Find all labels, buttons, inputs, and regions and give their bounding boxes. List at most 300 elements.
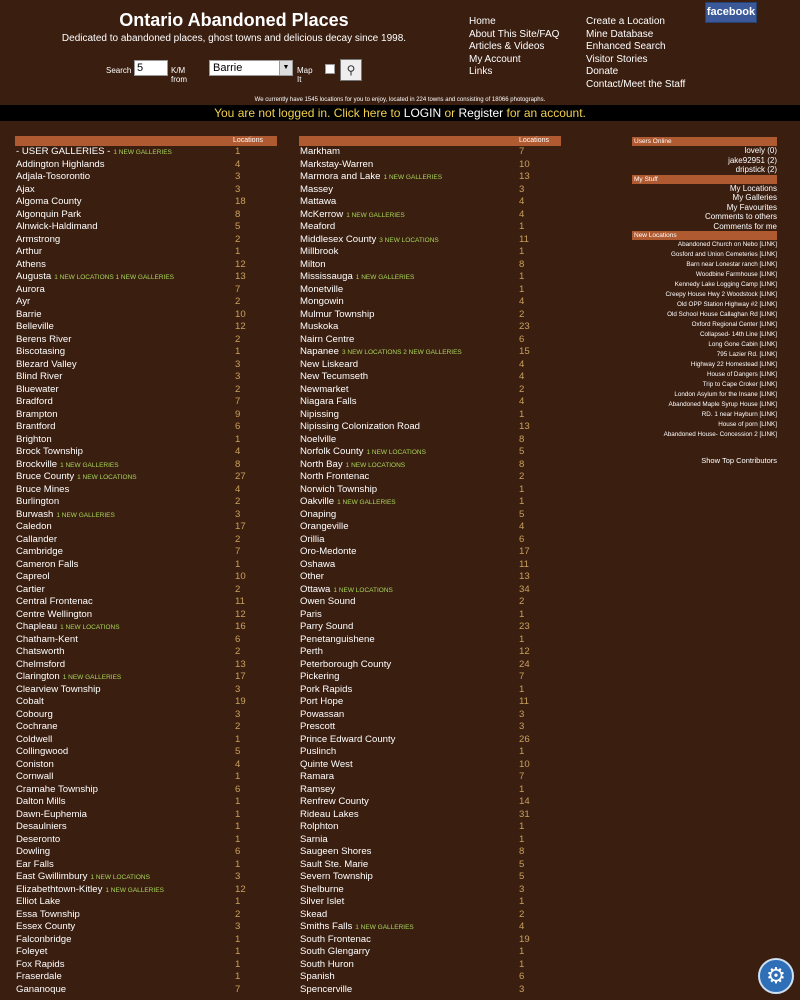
new-location-link[interactable]: [LINK] — [759, 431, 777, 438]
online-user[interactable]: dripstick (2) — [735, 165, 777, 174]
town-name[interactable] — [16, 259, 46, 272]
town-name[interactable] — [16, 759, 54, 772]
online-user[interactable]: jake92951 (2) — [728, 155, 777, 165]
town-name[interactable] — [16, 684, 101, 697]
town-name[interactable] — [16, 384, 59, 397]
town-row[interactable] — [299, 721, 561, 734]
show-top-contributors-link[interactable]: Show Top Contributors — [701, 456, 777, 465]
town-name[interactable] — [16, 746, 68, 759]
town-name[interactable] — [300, 771, 334, 784]
town-row[interactable] — [299, 784, 561, 797]
new-location-link[interactable]: [LINK] — [759, 421, 777, 428]
town-name[interactable] — [16, 796, 66, 809]
town-name[interactable] — [16, 709, 53, 722]
town-row[interactable] — [299, 696, 561, 709]
town-row[interactable] — [15, 184, 277, 197]
town-row[interactable] — [299, 771, 561, 784]
nav-link[interactable]: About This Site/FAQ — [469, 28, 560, 40]
town-name[interactable] — [300, 371, 368, 384]
town-row[interactable] — [299, 296, 561, 309]
town-row[interactable] — [299, 484, 561, 497]
new-location-link[interactable]: [LINK] — [759, 291, 777, 298]
town-name[interactable] — [300, 546, 357, 559]
town-row[interactable] — [15, 421, 277, 434]
town-name[interactable] — [16, 921, 75, 934]
town-row[interactable] — [15, 396, 277, 409]
town-name[interactable] — [300, 946, 370, 959]
town-row[interactable] — [15, 834, 277, 847]
town-row[interactable] — [299, 671, 561, 684]
new-location-link[interactable]: [LINK] — [759, 361, 777, 368]
my-stuff-link[interactable]: My Locations — [729, 183, 777, 193]
new-location-link[interactable]: [LINK] — [759, 331, 777, 338]
town-row[interactable] — [299, 196, 561, 209]
town-row[interactable] — [299, 946, 561, 959]
facebook-button[interactable]: facebook — [705, 2, 757, 23]
town-name[interactable] — [16, 896, 60, 909]
town-row[interactable] — [299, 709, 561, 722]
town-row[interactable] — [299, 171, 561, 184]
town-row[interactable] — [299, 471, 561, 484]
town-row[interactable] — [15, 521, 277, 534]
town-row[interactable] — [15, 446, 277, 459]
town-name[interactable] — [16, 984, 66, 997]
town-name[interactable] — [300, 984, 352, 997]
town-name[interactable] — [16, 471, 137, 485]
town-row[interactable] — [299, 221, 561, 234]
town-row[interactable] — [15, 671, 277, 684]
town-row[interactable] — [299, 821, 561, 834]
town-row[interactable] — [15, 371, 277, 384]
town-name[interactable] — [16, 621, 120, 635]
nav-link[interactable]: Donate — [586, 66, 619, 78]
town-name[interactable] — [16, 884, 164, 898]
town-row[interactable] — [15, 471, 277, 484]
map-it-checkbox[interactable] — [325, 64, 335, 74]
town-name[interactable] — [16, 234, 60, 247]
town-row[interactable] — [15, 384, 277, 397]
town-row[interactable] — [299, 284, 561, 297]
town-row[interactable] — [299, 271, 561, 284]
town-name[interactable] — [300, 484, 377, 497]
town-name[interactable] — [16, 946, 47, 959]
town-name[interactable] — [16, 859, 54, 872]
town-name[interactable] — [300, 684, 352, 697]
town-name[interactable] — [300, 159, 373, 172]
town-name[interactable] — [300, 434, 336, 447]
town-row[interactable] — [299, 834, 561, 847]
town-name[interactable] — [16, 821, 67, 834]
town-name[interactable] — [16, 734, 52, 747]
town-row[interactable] — [15, 771, 277, 784]
town-row[interactable] — [299, 246, 561, 259]
town-name[interactable] — [300, 396, 357, 409]
town-row[interactable] — [15, 809, 277, 822]
town-name[interactable] — [300, 184, 333, 197]
town-row[interactable] — [299, 896, 561, 909]
town-name[interactable] — [300, 321, 338, 334]
town-row[interactable] — [15, 621, 277, 634]
nav-link[interactable]: Contact/Meet the Staff — [586, 78, 686, 90]
town-row[interactable] — [15, 459, 277, 472]
town-name[interactable] — [300, 846, 371, 859]
town-name[interactable] — [16, 909, 80, 922]
town-row[interactable] — [299, 259, 561, 272]
town-row[interactable] — [299, 921, 561, 934]
town-name[interactable] — [300, 534, 325, 547]
register-link[interactable]: Register — [458, 106, 504, 120]
town-name[interactable] — [300, 421, 420, 434]
town-row[interactable] — [299, 446, 561, 459]
town-row[interactable] — [299, 571, 561, 584]
town-row[interactable] — [15, 759, 277, 772]
town-name[interactable] — [16, 846, 50, 859]
town-row[interactable] — [299, 871, 561, 884]
nav-link[interactable]: Create a Location — [586, 16, 665, 27]
settings-gear-icon[interactable]: ⚙ — [758, 958, 794, 994]
town-name[interactable] — [16, 396, 53, 409]
town-row[interactable] — [299, 384, 561, 397]
town-row[interactable] — [15, 684, 277, 697]
town-name[interactable] — [16, 871, 150, 885]
new-location-link[interactable]: [LINK] — [759, 401, 777, 408]
town-name[interactable] — [300, 784, 335, 797]
town-row[interactable] — [15, 659, 277, 672]
town-name[interactable] — [16, 321, 54, 334]
town-name[interactable] — [16, 696, 44, 709]
nav-link[interactable]: My Account — [469, 53, 521, 65]
town-name[interactable] — [300, 221, 335, 234]
town-row[interactable] — [15, 209, 277, 222]
town-name[interactable] — [300, 334, 354, 347]
town-row[interactable] — [15, 821, 277, 834]
town-name[interactable] — [300, 971, 335, 984]
town-name[interactable] — [300, 671, 339, 684]
town-row[interactable] — [15, 434, 277, 447]
town-row[interactable] — [15, 709, 277, 722]
my-stuff-link[interactable]: My Favourites — [726, 202, 777, 212]
new-location-link[interactable]: [LINK] — [759, 321, 777, 328]
town-name[interactable] — [300, 496, 396, 510]
town-row[interactable] — [15, 159, 277, 172]
town-name[interactable] — [300, 759, 353, 772]
town-row[interactable] — [299, 984, 561, 997]
town-name[interactable] — [16, 584, 45, 597]
town-name[interactable] — [300, 146, 340, 159]
new-location-link[interactable]: [LINK] — [759, 381, 777, 388]
town-row[interactable] — [15, 784, 277, 797]
town-name[interactable] — [300, 384, 349, 397]
town-row[interactable] — [15, 246, 277, 259]
town-name[interactable] — [300, 309, 374, 322]
town-name[interactable] — [300, 271, 414, 285]
town-row[interactable] — [299, 796, 561, 809]
town-name[interactable] — [16, 434, 52, 447]
town-row[interactable] — [299, 146, 561, 159]
town-row[interactable] — [15, 921, 277, 934]
town-name[interactable] — [16, 809, 87, 822]
town-name[interactable] — [300, 346, 462, 360]
town-name[interactable] — [300, 246, 338, 259]
town-row[interactable] — [15, 221, 277, 234]
town-name[interactable] — [16, 221, 98, 234]
town-name[interactable] — [300, 171, 442, 185]
town-name[interactable] — [300, 896, 344, 909]
town-row[interactable] — [299, 734, 561, 747]
town-name[interactable] — [16, 359, 77, 372]
town-row[interactable] — [15, 146, 277, 159]
town-name[interactable] — [300, 609, 322, 622]
town-row[interactable] — [299, 634, 561, 647]
my-stuff-link[interactable]: Comments to others — [704, 212, 777, 221]
town-name[interactable] — [300, 734, 395, 747]
town-row[interactable] — [299, 609, 561, 622]
town-row[interactable] — [299, 934, 561, 947]
town-name[interactable] — [300, 646, 323, 659]
town-name[interactable] — [16, 246, 42, 259]
town-name[interactable] — [16, 159, 105, 172]
town-row[interactable] — [299, 846, 561, 859]
login-link[interactable]: LOGIN — [403, 106, 442, 120]
town-name[interactable] — [300, 696, 343, 709]
town-name[interactable] — [300, 709, 344, 722]
town-row[interactable] — [299, 584, 561, 597]
town-row[interactable] — [299, 659, 561, 672]
town-name[interactable] — [300, 721, 335, 734]
town-row[interactable] — [15, 721, 277, 734]
town-name[interactable] — [300, 584, 393, 598]
online-user[interactable]: lovely (0) — [744, 146, 777, 155]
town-name[interactable] — [16, 209, 81, 222]
town-name[interactable] — [300, 859, 368, 872]
town-row[interactable] — [15, 871, 277, 884]
town-row[interactable] — [15, 346, 277, 359]
town-name[interactable] — [16, 659, 65, 672]
town-name[interactable] — [300, 959, 354, 972]
town-name[interactable] — [16, 784, 98, 797]
town-name[interactable] — [16, 834, 60, 847]
town-row[interactable] — [299, 959, 561, 972]
town-name[interactable] — [300, 471, 369, 484]
town-row[interactable] — [15, 496, 277, 509]
town-name[interactable] — [16, 671, 121, 685]
nav-link[interactable]: Home — [469, 16, 496, 27]
town-row[interactable] — [15, 559, 277, 572]
town-name[interactable] — [16, 146, 172, 160]
town-row[interactable] — [15, 546, 277, 559]
town-row[interactable] — [299, 321, 561, 334]
town-name[interactable] — [16, 196, 82, 209]
town-row[interactable] — [299, 884, 561, 897]
town-row[interactable] — [15, 484, 277, 497]
town-row[interactable] — [299, 546, 561, 559]
town-row[interactable] — [299, 396, 561, 409]
town-name[interactable] — [300, 409, 339, 422]
new-location-link[interactable]: [LINK] — [759, 341, 777, 348]
town-row[interactable] — [299, 759, 561, 772]
town-name[interactable] — [16, 634, 78, 647]
town-name[interactable] — [16, 571, 50, 584]
new-location-link[interactable]: [LINK] — [759, 411, 777, 418]
town-row[interactable] — [15, 734, 277, 747]
town-name[interactable] — [16, 771, 53, 784]
town-row[interactable] — [15, 234, 277, 247]
town-row[interactable] — [15, 196, 277, 209]
town-name[interactable] — [16, 534, 57, 547]
town-name[interactable] — [16, 334, 71, 347]
town-name[interactable] — [16, 309, 42, 322]
town-row[interactable] — [15, 534, 277, 547]
town-row[interactable] — [15, 971, 277, 984]
town-name[interactable] — [16, 421, 55, 434]
town-row[interactable] — [15, 934, 277, 947]
town-name[interactable] — [16, 296, 30, 309]
town-row[interactable] — [15, 609, 277, 622]
town-row[interactable] — [15, 959, 277, 972]
nav-link[interactable]: Links — [469, 66, 493, 78]
town-row[interactable] — [299, 646, 561, 659]
town-row[interactable] — [299, 359, 561, 372]
new-location-link[interactable]: [LINK] — [759, 371, 777, 378]
town-row[interactable] — [15, 859, 277, 872]
town-name[interactable] — [300, 509, 336, 522]
town-row[interactable] — [15, 846, 277, 859]
new-location-link[interactable]: [LINK] — [759, 281, 777, 288]
new-location-link[interactable]: [LINK] — [759, 391, 777, 398]
town-name[interactable] — [300, 446, 426, 460]
town-name[interactable] — [300, 596, 355, 609]
town-row[interactable] — [15, 284, 277, 297]
town-name[interactable] — [16, 284, 45, 297]
town-name[interactable] — [16, 371, 62, 384]
town-name[interactable] — [16, 346, 65, 359]
town-name[interactable] — [16, 496, 59, 509]
town-row[interactable] — [299, 496, 561, 509]
town-name[interactable] — [16, 409, 58, 422]
town-name[interactable] — [300, 196, 336, 209]
town-row[interactable] — [15, 271, 277, 284]
town-name[interactable] — [300, 259, 326, 272]
town-row[interactable] — [15, 259, 277, 272]
town-name[interactable] — [300, 359, 358, 372]
town-row[interactable] — [299, 521, 561, 534]
town-row[interactable] — [15, 584, 277, 597]
town-row[interactable] — [15, 909, 277, 922]
town-name[interactable] — [300, 871, 373, 884]
new-location-link[interactable]: [LINK] — [759, 301, 777, 308]
town-name[interactable] — [16, 171, 90, 184]
town-row[interactable] — [15, 746, 277, 759]
town-name[interactable] — [300, 209, 405, 223]
town-row[interactable] — [299, 621, 561, 634]
town-name[interactable] — [300, 746, 336, 759]
town-name[interactable] — [300, 909, 327, 922]
nav-link[interactable]: Visitor Stories — [586, 53, 648, 65]
town-name[interactable] — [16, 559, 78, 572]
town-name[interactable] — [16, 459, 119, 473]
town-row[interactable] — [299, 421, 561, 434]
my-stuff-link[interactable]: My Galleries — [732, 193, 777, 202]
town-name[interactable] — [300, 659, 391, 672]
town-row[interactable] — [299, 234, 561, 247]
town-name[interactable] — [300, 834, 328, 847]
town-row[interactable] — [15, 796, 277, 809]
town-row[interactable] — [299, 596, 561, 609]
town-row[interactable] — [299, 509, 561, 522]
town-row[interactable] — [299, 534, 561, 547]
town-name[interactable] — [16, 959, 65, 972]
search-go-button[interactable] — [340, 59, 362, 81]
town-name[interactable] — [300, 559, 335, 572]
town-name[interactable] — [16, 596, 93, 609]
town-row[interactable] — [15, 409, 277, 422]
town-name[interactable] — [300, 234, 439, 248]
town-name[interactable] — [300, 796, 369, 809]
town-row[interactable] — [299, 371, 561, 384]
town-row[interactable] — [299, 809, 561, 822]
town-name[interactable] — [16, 971, 62, 984]
town-name[interactable] — [16, 271, 174, 285]
town-name[interactable] — [16, 934, 71, 947]
town-row[interactable] — [299, 859, 561, 872]
town-name[interactable] — [16, 721, 58, 734]
town-name[interactable] — [16, 646, 65, 659]
km-input[interactable] — [134, 60, 168, 76]
town-row[interactable] — [299, 346, 561, 359]
new-location-link[interactable]: [LINK] — [759, 261, 777, 268]
town-name[interactable] — [300, 621, 353, 634]
town-name[interactable] — [300, 921, 414, 935]
town-row[interactable] — [299, 184, 561, 197]
town-row[interactable] — [15, 946, 277, 959]
nav-link[interactable]: Mine Database — [586, 28, 654, 40]
town-row[interactable] — [15, 884, 277, 897]
new-location-link[interactable]: [LINK] — [759, 311, 777, 318]
town-row[interactable] — [299, 334, 561, 347]
town-name[interactable] — [16, 446, 83, 459]
town-row[interactable] — [15, 634, 277, 647]
town-name[interactable] — [300, 934, 371, 947]
town-row[interactable] — [15, 359, 277, 372]
town-row[interactable] — [15, 896, 277, 909]
town-name[interactable] — [300, 296, 344, 309]
new-location-link[interactable]: [LINK] — [759, 351, 777, 358]
town-row[interactable] — [299, 909, 561, 922]
town-name[interactable] — [300, 634, 375, 647]
town-row[interactable] — [299, 746, 561, 759]
town-row[interactable] — [299, 971, 561, 984]
town-row[interactable] — [299, 459, 561, 472]
town-row[interactable] — [15, 571, 277, 584]
town-row[interactable] — [15, 171, 277, 184]
town-row[interactable] — [299, 209, 561, 222]
town-name[interactable] — [300, 459, 405, 473]
town-name[interactable] — [16, 521, 52, 534]
town-name[interactable] — [300, 284, 343, 297]
town-row[interactable] — [299, 309, 561, 322]
town-row[interactable] — [15, 334, 277, 347]
town-row[interactable] — [15, 696, 277, 709]
town-name[interactable] — [300, 571, 324, 584]
town-row[interactable] — [299, 159, 561, 172]
town-row[interactable] — [299, 684, 561, 697]
my-stuff-link[interactable]: Comments for me — [713, 221, 777, 231]
new-location-link[interactable]: [LINK] — [759, 271, 777, 278]
town-row[interactable] — [15, 321, 277, 334]
new-location-link[interactable]: [LINK] — [759, 251, 777, 258]
town-row[interactable] — [15, 309, 277, 322]
town-row[interactable] — [299, 559, 561, 572]
